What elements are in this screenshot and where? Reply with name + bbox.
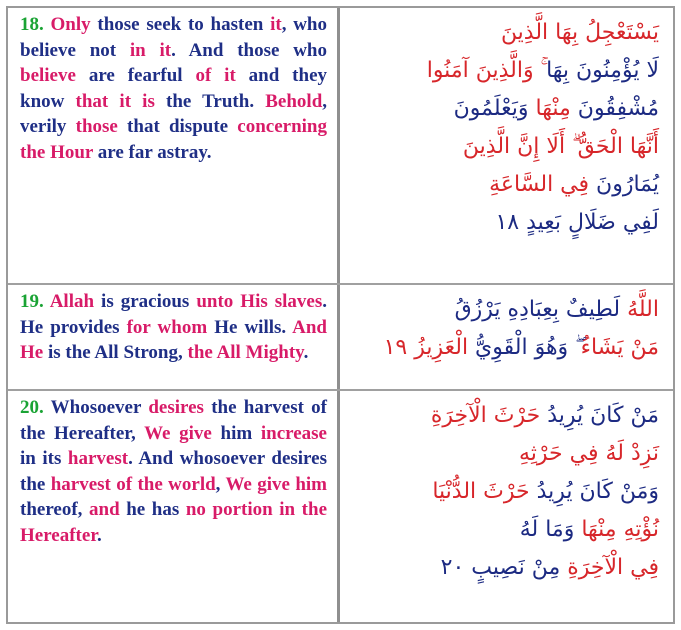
- english-segment: Behold: [265, 90, 323, 112]
- english-segment: harvest: [67, 448, 129, 470]
- arabic-segment: فِي الْآخِرَةِ: [567, 555, 659, 580]
- english-segment: We give him: [225, 473, 327, 495]
- english-segment: thereof,: [20, 499, 90, 521]
- arabic-segment: نُؤْتِهِ مِنْهَا: [581, 517, 659, 542]
- arabic-segment: نَزِدْ لَهُ فِي حَرْثِهِ: [518, 441, 659, 466]
- english-segment: ,: [215, 473, 226, 495]
- arabic-segment: حَرْثَ الدُّنْيَا: [432, 479, 537, 504]
- arabic-segment: وَمَا لَهُ: [519, 517, 582, 542]
- arabic-segment: مِنْ نَصِيبٍ ٢٠: [440, 555, 568, 580]
- arabic-segment: ۚ وَالَّذِينَ آمَنُوا: [426, 58, 547, 83]
- arabic-line: [354, 291, 659, 329]
- english-segment: .: [303, 342, 309, 364]
- arabic-segment: مِنْهَا: [535, 96, 571, 121]
- arabic-line: [354, 166, 659, 204]
- english-segment: for whom: [126, 316, 208, 338]
- arabic-cell: [344, 285, 673, 389]
- english-segment: , verily: [20, 90, 328, 138]
- arabic-line: [354, 549, 659, 587]
- english-segment: believe: [20, 65, 76, 87]
- english-text: [20, 291, 327, 363]
- english-text: [20, 397, 327, 546]
- verse-number: 20.: [20, 397, 44, 418]
- arabic-segment: يَسْتَعْجِلُ بِهَا الَّذِينَ: [500, 20, 659, 45]
- english-segment: harvest of the world: [50, 473, 216, 495]
- arabic-segment: لَفِي ضَلَالٍ بَعِيدٍ ١٨: [495, 210, 659, 235]
- english-cell: [8, 391, 340, 622]
- arabic-cell: [344, 8, 673, 283]
- english-segment: and they know: [20, 65, 327, 112]
- arabic-line: [354, 511, 659, 549]
- verse-number: 19.: [20, 291, 44, 312]
- english-segment: , who believe not: [20, 14, 327, 61]
- arabic-segment: فِي السَّاعَةِ: [489, 172, 590, 197]
- arabic-segment: وَمَنْ كَانَ يُرِيدُ: [536, 479, 659, 504]
- english-segment: .: [97, 524, 102, 546]
- arabic-line: [354, 90, 659, 128]
- english-segment: those seek to hasten: [97, 14, 271, 35]
- english-segment: increase: [260, 422, 327, 444]
- arabic-segment: لَطِيفٌ بِعِبَادِهِ يَرْزُقُ: [454, 297, 628, 322]
- verse-number: 18.: [20, 14, 44, 35]
- english-segment: Only: [43, 14, 98, 35]
- arabic-line: [354, 435, 659, 473]
- english-segment: desires: [148, 397, 204, 418]
- english-segment: and: [89, 499, 120, 521]
- english-cell: [8, 8, 340, 283]
- arabic-line: [354, 329, 659, 367]
- arabic-line: [354, 204, 659, 242]
- arabic-segment: الْعَزِيزُ ١٩: [383, 335, 469, 360]
- english-segment: . He provides: [20, 291, 327, 338]
- english-text: [20, 14, 327, 163]
- english-segment: Whosoever: [43, 397, 149, 418]
- english-segment: the harvest of the Hereafter,: [20, 397, 328, 444]
- english-segment: concerning the Hour: [20, 116, 327, 163]
- verse-row-18: [8, 8, 673, 285]
- arabic-line: [354, 473, 659, 511]
- english-segment: We give: [144, 422, 212, 444]
- english-segment: Allah: [43, 291, 95, 312]
- arabic-segment: أَنَّهَا الْحَقُّ ۗ أَلَا إِنَّ الَّذِينَ: [462, 134, 659, 159]
- english-segment: he has: [119, 499, 186, 521]
- english-segment: are far astray.: [93, 141, 212, 163]
- arabic-segment: مَنْ يَشَاءُ: [580, 335, 659, 360]
- arabic-line: [354, 128, 659, 166]
- arabic-line: [354, 397, 659, 435]
- arabic-segment: يُمَارُونَ: [589, 172, 659, 197]
- arabic-segment: لَا يُؤْمِنُونَ بِهَا: [546, 58, 659, 83]
- arabic-cell: [344, 391, 673, 622]
- english-segment: of it: [195, 65, 236, 87]
- english-segment: are fearful: [75, 65, 196, 87]
- arabic-segment: مُشْفِقُونَ: [570, 96, 659, 121]
- english-segment: And He: [20, 316, 327, 364]
- english-segment: in it: [129, 39, 172, 61]
- english-segment: is gracious: [94, 291, 197, 312]
- arabic-segment: اللَّهُ: [627, 297, 659, 322]
- english-segment: it: [270, 14, 282, 35]
- english-segment: is the All Strong,: [43, 342, 188, 364]
- english-segment: . And those who: [171, 39, 327, 61]
- english-segment: that dispute: [117, 116, 238, 138]
- english-segment: . And whosoever desires the: [20, 448, 327, 495]
- english-cell: [8, 285, 340, 389]
- verse-row-20: [8, 391, 673, 622]
- english-segment: He wills.: [207, 316, 293, 338]
- arabic-segment: مَنْ كَانَ يُرِيدُ: [547, 403, 659, 428]
- arabic-line: [354, 52, 659, 90]
- verse-table: [6, 6, 675, 624]
- english-segment: those: [75, 116, 118, 138]
- arabic-segment: وَيَعْلَمُونَ: [453, 96, 536, 121]
- verse-row-19: [8, 285, 673, 391]
- english-segment: in its: [20, 448, 68, 470]
- english-segment: that it is: [75, 90, 155, 112]
- english-segment: him: [211, 422, 261, 444]
- arabic-segment: حَرْثَ الْآخِرَةِ: [430, 403, 548, 428]
- arabic-segment: ۖ وَهُوَ الْقَوِيُّ: [468, 335, 581, 360]
- english-segment: unto His slaves: [196, 291, 323, 312]
- english-segment: the Truth.: [154, 90, 266, 112]
- english-segment: no portion in the Hereafter: [20, 499, 327, 546]
- arabic-line: [354, 14, 659, 52]
- english-segment: the All Mighty: [187, 342, 304, 364]
